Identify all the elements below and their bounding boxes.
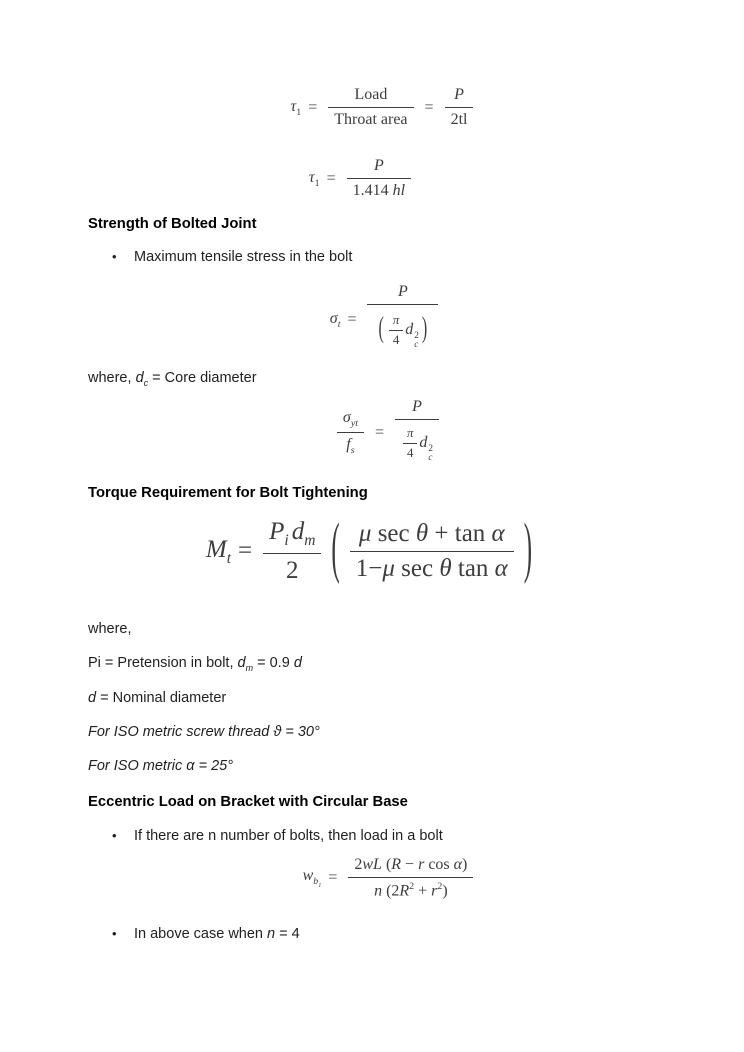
- math-sub: m: [245, 662, 254, 673]
- math-paren: ): [462, 856, 468, 873]
- math-var-M: M: [205, 535, 227, 563]
- math-minus: −: [401, 856, 419, 873]
- equals-sign: =: [374, 423, 384, 441]
- text-run: Pi = Pretension in bolt,: [88, 655, 238, 671]
- math-alpha: α: [491, 519, 505, 547]
- math-var-tau: τ: [308, 168, 315, 186]
- math-sub: m: [304, 532, 316, 549]
- text-run: = 0.9: [253, 655, 294, 671]
- text-pretension-definition: [88, 655, 302, 673]
- fraction-pi-over-4: [389, 313, 403, 347]
- math-fn-cos: cos: [424, 856, 454, 873]
- math-pi: π: [407, 426, 414, 441]
- math-sup: 2: [437, 881, 443, 893]
- bullet-n-equals-4: [112, 926, 300, 942]
- math-paren: (2: [382, 882, 400, 900]
- equals-sign: =: [308, 98, 318, 116]
- math-den: 2tl: [450, 111, 468, 129]
- math-var-wL: wL: [362, 856, 382, 873]
- equals-sign: =: [424, 98, 434, 116]
- heading-eccentric-load-circular-base: Eccentric Load on Bracket with Circular Base: [88, 794, 408, 810]
- text-run: where,: [88, 370, 136, 386]
- math-one-minus: 1−: [355, 555, 383, 583]
- math-theta: θ: [439, 555, 452, 583]
- math-mu: μ: [358, 519, 372, 547]
- supsub-stack: [428, 445, 433, 464]
- math-var-n: n: [374, 882, 383, 900]
- bullet-icon: •: [112, 249, 117, 264]
- math-num: P: [397, 283, 408, 300]
- math-var-d: d: [405, 321, 414, 339]
- math-num: P: [454, 86, 464, 103]
- equals-sign: =: [326, 169, 336, 187]
- math-var-f: f: [346, 436, 351, 454]
- math-var-n: n: [267, 926, 276, 942]
- text-iso-thread-angle: For ISO metric screw thread ϑ = 30°: [88, 724, 320, 740]
- math-sub: b: [313, 876, 319, 888]
- bullet-n-bolts: [112, 828, 443, 844]
- math-var-tau: τ: [290, 97, 297, 115]
- close-paren: ): [523, 512, 533, 586]
- math-var-d: d: [135, 370, 144, 386]
- math-mu: μ: [382, 555, 395, 583]
- close-paren: ): [421, 313, 428, 345]
- fraction-pi-over-4: [403, 426, 417, 460]
- bullet-max-tensile-stress: [112, 249, 352, 265]
- math-sub: t: [337, 318, 341, 330]
- bullet-text: If there are n number of bolts, then load in a bolt: [134, 828, 443, 844]
- math-den: 1.414: [352, 182, 393, 200]
- math-sub: c: [414, 340, 419, 351]
- math-den-var: hl: [392, 182, 406, 200]
- formula-tightening-torque: [88, 512, 656, 586]
- math-var-R: R: [391, 856, 402, 873]
- math-var-R: R: [399, 882, 410, 900]
- math-four: 4: [407, 446, 414, 461]
- math-alpha: α: [494, 555, 508, 583]
- math-fn-sec: sec: [394, 555, 440, 583]
- math-fn-tan: tan: [454, 519, 492, 547]
- math-plus: +: [428, 519, 455, 547]
- math-var-d: d: [291, 518, 305, 545]
- formula-tensile-stress: [88, 283, 656, 357]
- math-var-P: P: [269, 518, 285, 545]
- formula-weld-shear-load: [88, 86, 656, 130]
- bullet-icon: •: [112, 828, 117, 843]
- math-var-d: d: [88, 690, 97, 706]
- bullet-text: In above case when: [134, 926, 268, 942]
- math-lhs: [330, 310, 341, 331]
- math-lhs: [303, 867, 322, 890]
- math-coef: 2: [354, 856, 363, 873]
- text-run: = Nominal diameter: [96, 690, 227, 706]
- math-var-w: w: [302, 866, 314, 884]
- equals-sign: =: [347, 310, 357, 328]
- text-where-core-diameter: [88, 370, 257, 388]
- math-alpha: α: [453, 856, 463, 873]
- fraction-rhs: [395, 398, 439, 468]
- math-sup: 2: [414, 330, 419, 341]
- text-where: where,: [88, 621, 132, 637]
- math-sub: 1: [314, 177, 320, 189]
- math-four: 4: [392, 333, 400, 348]
- math-lhs: [291, 98, 302, 119]
- math-sub: c: [143, 377, 149, 388]
- math-subsub: 1: [318, 883, 322, 890]
- math-pi: π: [392, 313, 400, 328]
- formula-fillet-weld-shear: [88, 157, 656, 201]
- math-sub: t: [226, 549, 232, 567]
- formula-yield-factor-of-safety: [88, 398, 656, 468]
- math-var-d: d: [419, 434, 428, 452]
- fraction: [347, 157, 411, 201]
- text-nominal-diameter: [88, 690, 226, 706]
- math-num: Load: [354, 86, 388, 103]
- math-var-r: r: [418, 856, 425, 873]
- heading-torque-requirement: Torque Requirement for Bolt Tightening: [88, 485, 368, 501]
- fraction: [328, 86, 413, 130]
- math-sub: s: [350, 445, 355, 457]
- equals-sign: =: [238, 537, 253, 565]
- open-paren: (: [378, 313, 384, 345]
- heading-strength-of-bolted-joint: Strength of Bolted Joint: [88, 216, 257, 232]
- math-sub: c: [428, 453, 433, 464]
- math-den: Throat area: [334, 111, 408, 129]
- math-sup: 2: [409, 881, 415, 893]
- math-sup: 2: [428, 443, 434, 454]
- fraction: [445, 86, 474, 130]
- text-iso-alpha: For ISO metric α = 25°: [88, 758, 234, 774]
- math-lhs: [206, 536, 231, 568]
- fraction-friction-term: [350, 520, 514, 585]
- math-den: 2: [286, 556, 299, 584]
- equals-sign: =: [328, 869, 338, 887]
- open-paren: (: [331, 512, 340, 586]
- math-lhs: [309, 169, 320, 190]
- math-sub: i: [284, 532, 289, 549]
- math-fn-sec: sec: [371, 519, 416, 547]
- supsub-stack: [414, 332, 419, 351]
- math-var-d: d: [293, 655, 302, 671]
- math-fn-tan: tan: [451, 555, 495, 583]
- math-var-sigma: σ: [329, 309, 338, 327]
- math-paren: (: [381, 856, 392, 873]
- fraction: [367, 283, 438, 357]
- math-sub: 1: [296, 106, 302, 118]
- text-run: = Core diameter: [148, 370, 257, 386]
- math-sub: yt: [350, 418, 358, 430]
- formula-bolt-load: [88, 856, 656, 901]
- math-var-d: d: [237, 655, 246, 671]
- math-plus: +: [414, 882, 432, 900]
- bullet-icon: •: [112, 926, 117, 941]
- math-var-r: r: [431, 882, 438, 900]
- math-num: P: [373, 157, 384, 174]
- bullet-text: = 4: [275, 926, 300, 942]
- math-paren: ): [442, 882, 448, 900]
- math-var-sigma: σ: [342, 408, 351, 426]
- fraction-pretension: [263, 518, 321, 586]
- math-theta: θ: [415, 519, 429, 547]
- fraction: [348, 856, 473, 901]
- math-num: P: [412, 398, 422, 415]
- fraction-lhs: [337, 409, 364, 457]
- bullet-text: Maximum tensile stress in the bolt: [134, 249, 353, 265]
